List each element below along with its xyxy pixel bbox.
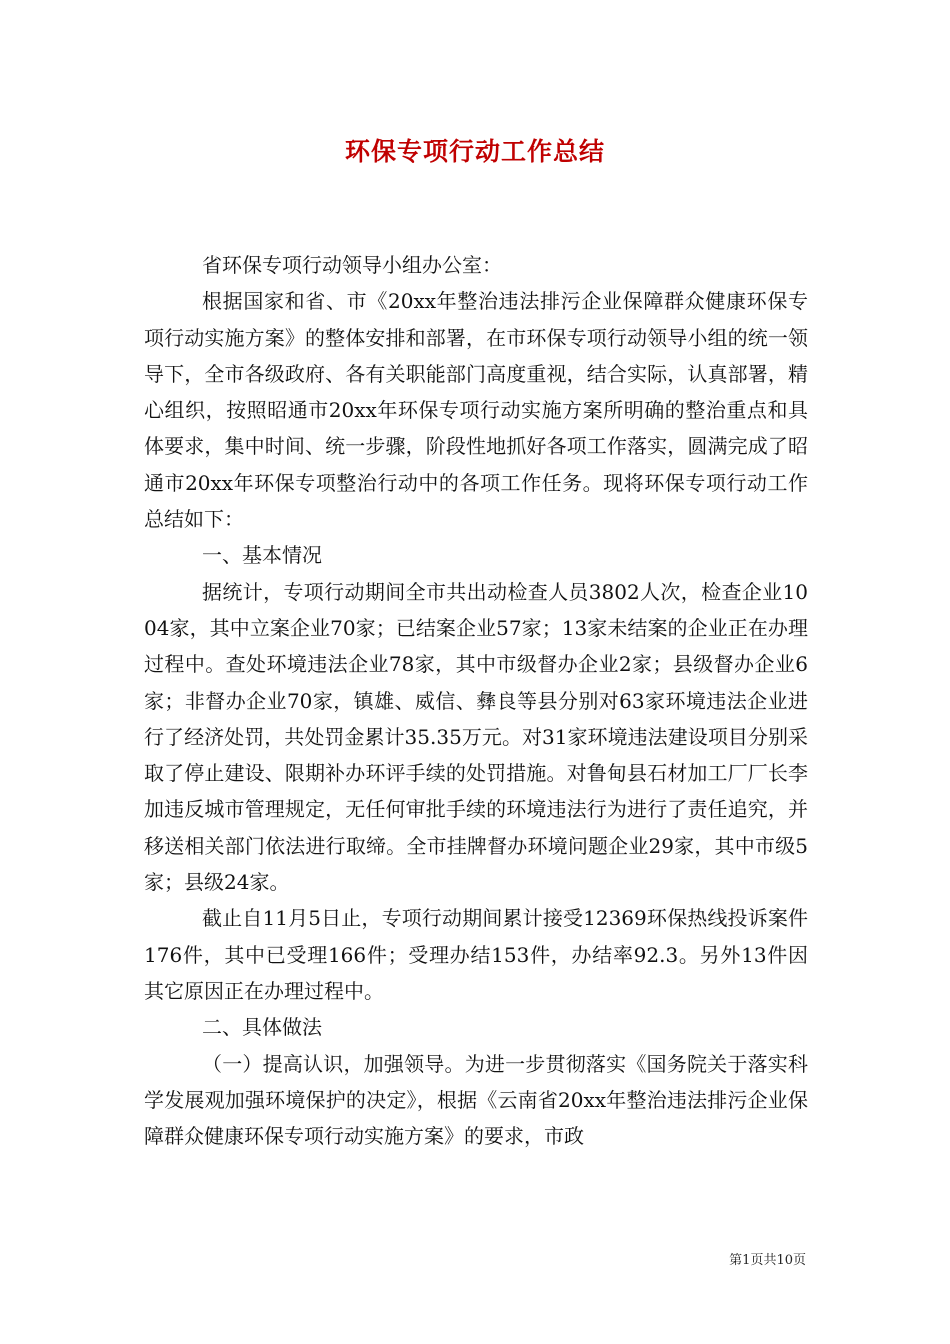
- document-body: [144, 247, 808, 1154]
- page-number: 第1页共10页: [729, 1253, 806, 1268]
- section-heading-basic: 一、基本情况: [202, 543, 322, 568]
- paragraph-statistics: 据统计，专项行动期间全市共出动检查人员3802人次，检查企业1004家，其中立案企业70家；已结案企业57家；13家未结案的企业正在办理过程中。查处环境违法企业78家，其中市级督办企业2家；县级督办企业6家；非督办企业70家，镇雄、威信、彝良等县分别对63家环境违法企业进行了经济处罚，共处罚金累计35.35万元。对31家环境违法建设项目分别采取了停止建设、限期补办环评手续的处罚措施。对鲁甸县石材加工厂厂长李加违反城市管理规定，无任何审批手续的环境违法行为进行了责任追究，并移送相关部门依法进行取缔。全市挂牌督办环境问题企业29家，其中市级5家；县级24家。: [144, 579, 808, 895]
- document-title: 环保专项行动工作总结: [344, 137, 605, 166]
- paragraph-intro: 根据国家和省、市《20xx年整治违法排污企业保障群众健康环保专项行动实施方案》的整体安排和部署，在市环保专项行动领导小组的统一领导下，全市各级政府、各有关职能部门高度重视，结合实际，认真部署，精心组织，按照昭通市20xx年环保专项行动实施方案所明确的整治重点和具体要求，集中时间、统一步骤，阶段性地抓好各项工作落实，圆满完成了昭通市20xx年环保专项整治行动中的各项工作任务。现将环保专项行动工作总结如下：: [144, 289, 808, 532]
- paragraph-hotline: 截止自11月5日止，专项行动期间累计接受12369环保热线投诉案件176件，其中已受理166件；受理办结153件，办结率92.3。另外13件因其它原因正在办理过程中。: [144, 906, 808, 1003]
- salutation: 省环保专项行动领导小组办公室：: [202, 253, 502, 277]
- section-heading-methods: 二、具体做法: [202, 1015, 322, 1040]
- paragraph-leadership: （一）提高认识，加强领导。为进一步贯彻落实《国务院关于落实科学发展观加强环境保护的决定》，根据《云南省20xx年整治违法排污企业保障群众健康环保专项行动实施方案》的要求，市政: [144, 1051, 808, 1149]
